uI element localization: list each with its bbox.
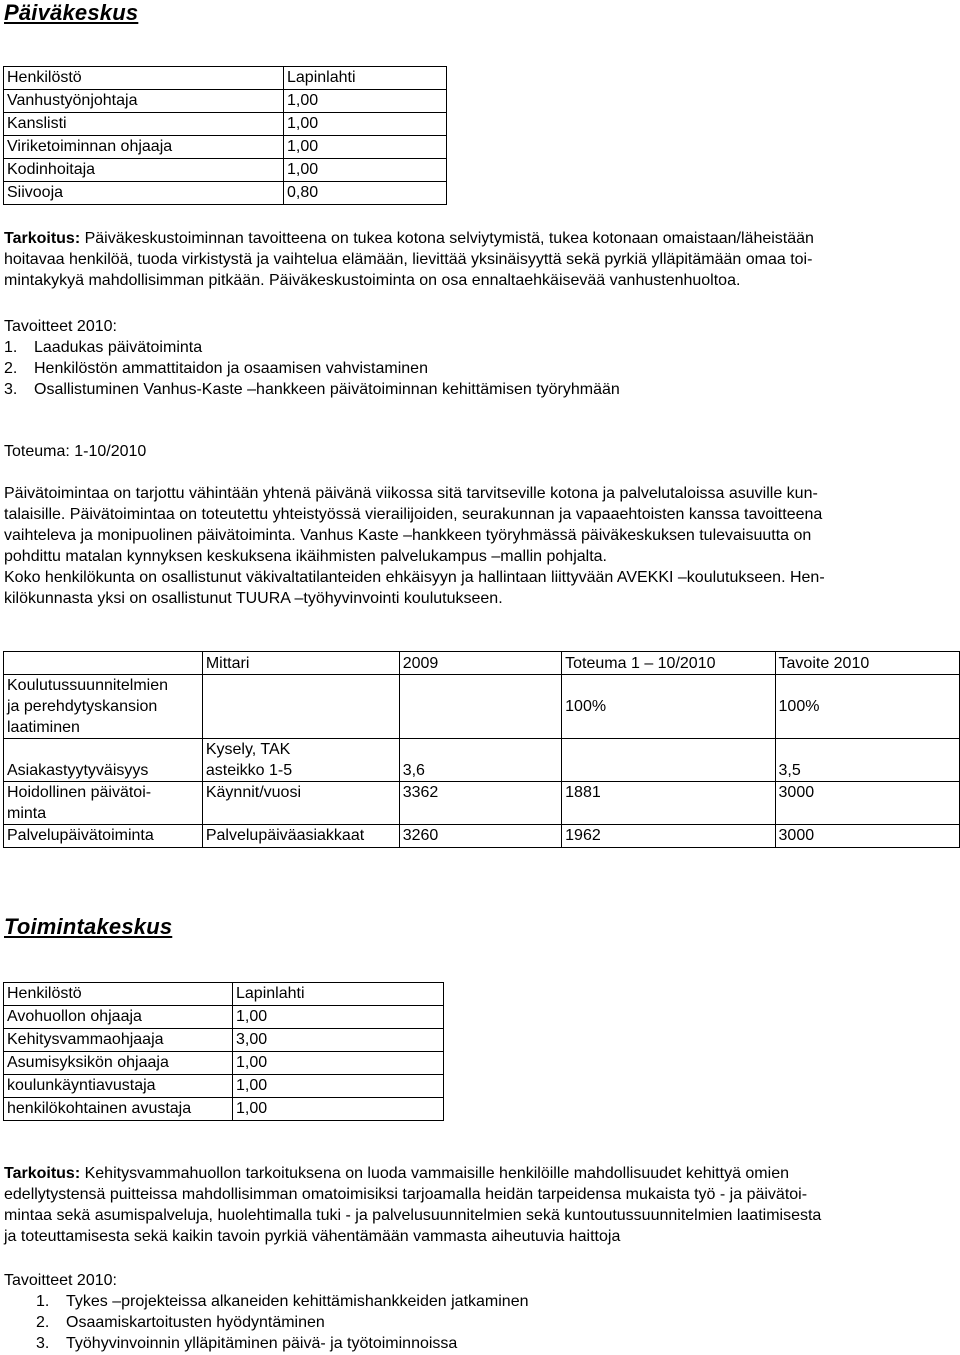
outcome-line: Koko henkilökunta on osallistunut väkivaltatilanteiden ehkäisyyn ja hallintaan liittyvään AVEKKI –koulutukseen. Hen-: [4, 569, 825, 586]
table-header-row: [4, 652, 960, 675]
purpose-label: Tarkoitus:: [4, 230, 81, 247]
goals-block-paivakeskus: [4, 316, 620, 400]
outcome-line: talaisille. Päivätoimintaa on toteutettu yhteistyössä vierailijoiden, seurakunnan ja vapaaehtoisten kanssa tavoitteena: [4, 506, 823, 523]
table-header-cell: Lapinlahti: [284, 67, 447, 90]
table-row: [4, 90, 447, 113]
staff-table-toimintakeskus: [3, 982, 444, 1121]
table-header-cell: Henkilöstö: [4, 67, 284, 90]
table-cell: [4, 782, 203, 825]
table-header-cell: Henkilöstö: [4, 983, 233, 1006]
table-cell: 3362: [399, 782, 561, 825]
table-cell: Käynnit/vuosi: [202, 782, 399, 825]
section-title-toimintakeskus: Toimintakeskus: [4, 914, 173, 939]
outcome-line: vaihteleva ja monipuolinen päivätoiminta. Vanhus Kaste –hankkeen työryhmässä päiväkeskuksen tulevaisuutta on: [4, 527, 812, 544]
table-cell: 100%: [562, 675, 775, 739]
table-row: [4, 1006, 444, 1029]
goals-title: Tavoitteet 2010:: [4, 1272, 117, 1289]
purpose-line: edellytystensä puitteissa mahdollisimman omatoimisiksi tarjoamalla heidän tarpeidensa mukaista työ - ja päivätoi-: [4, 1186, 808, 1203]
table-cell: 1,00: [233, 1006, 444, 1029]
row-label-line: minta: [7, 805, 47, 822]
table-header-cell: Lapinlahti: [233, 983, 444, 1006]
purpose-line: mintaa sekä asumispalveluja, huolehtimalla tuki - ja palvelusuunnitelmien sekä kuntoutussuunnitelmien laatimisesta: [4, 1207, 822, 1224]
list-text: Laadukas päivätoiminta: [34, 339, 203, 356]
table-cell: Asiakastyytyväisyys: [4, 739, 203, 782]
row-label-line: Hoidollinen päivätoi-: [7, 784, 152, 801]
table-cell: [202, 739, 399, 782]
table-cell: koulunkäyntiavustaja: [4, 1075, 233, 1098]
list-item: [4, 358, 620, 379]
table-cell: [202, 675, 399, 739]
table-row: [4, 1029, 444, 1052]
outcome-line: Päivätoimintaa on tarjottu vähintään yhtenä päivänä viikossa sitä tarvitseville kotona ja palvelutaloissa asuville kun-: [4, 485, 818, 502]
table-cell: Palvelupäiväasiakkaat: [202, 825, 399, 848]
table-cell: 1,00: [284, 113, 447, 136]
table-cell: Kanslisti: [4, 113, 284, 136]
table-header-cell: 2009: [399, 652, 561, 675]
table-cell: 1962: [562, 825, 775, 848]
table-cell: Kodinhoitaja: [4, 159, 284, 182]
list-text: Tykes –projekteissa alkaneiden kehittämishankkeiden jatkaminen: [66, 1293, 529, 1310]
outcome-paragraph: [4, 483, 949, 609]
outcome-title: Toteuma: 1-10/2010: [4, 443, 147, 460]
purpose-line: [4, 1163, 949, 1184]
list-number: 1.: [36, 1293, 50, 1310]
list-item: [36, 1333, 528, 1354]
list-number: 2.: [4, 360, 18, 377]
purpose-paragraph-toimintakeskus: [4, 1163, 949, 1247]
purpose-text: Päiväkeskustoiminnan tavoitteena on tukea kotona selviytymistä, tukea kotonaan omaistaan/läheistään: [84, 230, 814, 247]
purpose-line: [4, 228, 949, 249]
table-cell: Siivooja: [4, 182, 284, 205]
table-cell: 1,00: [233, 1052, 444, 1075]
table-row: [4, 1052, 444, 1075]
table-row: [4, 136, 447, 159]
table-cell: 1,00: [284, 159, 447, 182]
table-cell: [562, 739, 775, 782]
table-cell: Avohuollon ohjaaja: [4, 1006, 233, 1029]
table-cell: Viriketoiminnan ohjaaja: [4, 136, 284, 159]
table-cell: 3,5: [775, 739, 959, 782]
table-cell: henkilökohtainen avustaja: [4, 1098, 233, 1121]
staff-table-paivakeskus: [3, 66, 447, 205]
purpose-line: hoitavaa henkilöä, tuoda virkistystä ja vaihtelua elämään, lievittää yksinäisyyttä sekä pyrkiä ylläpitämään omaa toi-: [4, 251, 813, 268]
purpose-paragraph-paivakeskus: [4, 228, 949, 291]
list-item: [36, 1312, 528, 1333]
table-header-cell: Toteuma 1 – 10/2010: [562, 652, 775, 675]
table-row: [4, 739, 960, 782]
list-text: Osaamiskartoitusten hyödyntäminen: [66, 1314, 325, 1331]
table-row: [4, 1098, 444, 1121]
table-header-cell: [4, 652, 203, 675]
table-cell: Vanhustyönjohtaja: [4, 90, 284, 113]
table-row: [4, 159, 447, 182]
purpose-text: Kehitysvammahuollon tarkoituksena on luoda vammaisille henkilöille mahdollisuudet kehittyä omien: [84, 1165, 789, 1182]
table-cell: 3,6: [399, 739, 561, 782]
table-row: [4, 113, 447, 136]
purpose-line: ja toteuttamisesta sekä kaikin tavoin pyrkiä vähentämään vammasta aiheutuvia haittoja: [4, 1228, 621, 1245]
table-header-row: [4, 67, 447, 90]
table-cell: 1,00: [284, 90, 447, 113]
purpose-label: Tarkoitus:: [4, 1165, 81, 1182]
outcome-line: kilökunnasta yksi on osallistunut TUURA –työhyvinvointi koulutukseen.: [4, 590, 503, 607]
section-title-paivakeskus: Päiväkeskus: [4, 0, 139, 25]
row-label-line: Koulutussuunnitelmien: [7, 677, 168, 694]
table-cell: Asumisyksikön ohjaaja: [4, 1052, 233, 1075]
table-row: [4, 1075, 444, 1098]
table-cell: [4, 675, 203, 739]
mittari-line: Kysely, TAK: [205, 741, 291, 758]
goals-title: Tavoitteet 2010:: [4, 318, 117, 335]
table-cell: 3000: [775, 782, 959, 825]
table-cell: [399, 675, 561, 739]
purpose-line: mintakykyä mahdollisimman pitkään. Päiväkeskustoiminta on osa ennaltaehkäisevää vanhustenhuoltoa.: [4, 272, 741, 289]
table-cell: 100%: [775, 675, 959, 739]
goals-block-toimintakeskus: [4, 1270, 528, 1354]
table-header-cell: Mittari: [202, 652, 399, 675]
table-cell: 3,00: [233, 1029, 444, 1052]
goals-list: [4, 1291, 528, 1354]
metrics-table: [3, 651, 960, 848]
table-cell: 3260: [399, 825, 561, 848]
outcome-line: pohdittu matalan kynnyksen keskuksena ikäihmisten palvelukampus –mallin pohjalta.: [4, 548, 607, 565]
list-item: [36, 1291, 528, 1312]
table-cell: 1,00: [284, 136, 447, 159]
table-cell: 1,00: [233, 1075, 444, 1098]
table-cell: Kehitysvammaohjaaja: [4, 1029, 233, 1052]
table-cell: Palvelupäivätoiminta: [4, 825, 203, 848]
list-text: Henkilöstön ammattitaidon ja osaamisen vahvistaminen: [34, 360, 428, 377]
table-cell: 0,80: [284, 182, 447, 205]
list-number: 3.: [36, 1335, 50, 1352]
list-number: 2.: [36, 1314, 50, 1331]
table-cell: 3000: [775, 825, 959, 848]
row-label-line: laatiminen: [7, 719, 80, 736]
table-row: [4, 182, 447, 205]
row-label-line: ja perehdytyskansion: [7, 698, 158, 715]
table-cell: 1881: [562, 782, 775, 825]
table-row: [4, 675, 960, 739]
list-number: 3.: [4, 381, 18, 398]
goals-list: [4, 337, 620, 400]
table-header-cell: Tavoite 2010: [775, 652, 959, 675]
table-row: [4, 825, 960, 848]
list-number: 1.: [4, 339, 18, 356]
table-cell: 1,00: [233, 1098, 444, 1121]
list-item: [4, 379, 620, 400]
table-header-row: [4, 983, 444, 1006]
list-text: Työhyvinvoinnin ylläpitäminen päivä- ja työtoiminnoissa: [66, 1335, 458, 1352]
table-row: [4, 782, 960, 825]
list-item: [4, 337, 620, 358]
list-text: Osallistuminen Vanhus-Kaste –hankkeen päivätoiminnan kehittämisen työryhmään: [34, 381, 620, 398]
mittari-line: asteikko 1-5: [205, 762, 293, 779]
